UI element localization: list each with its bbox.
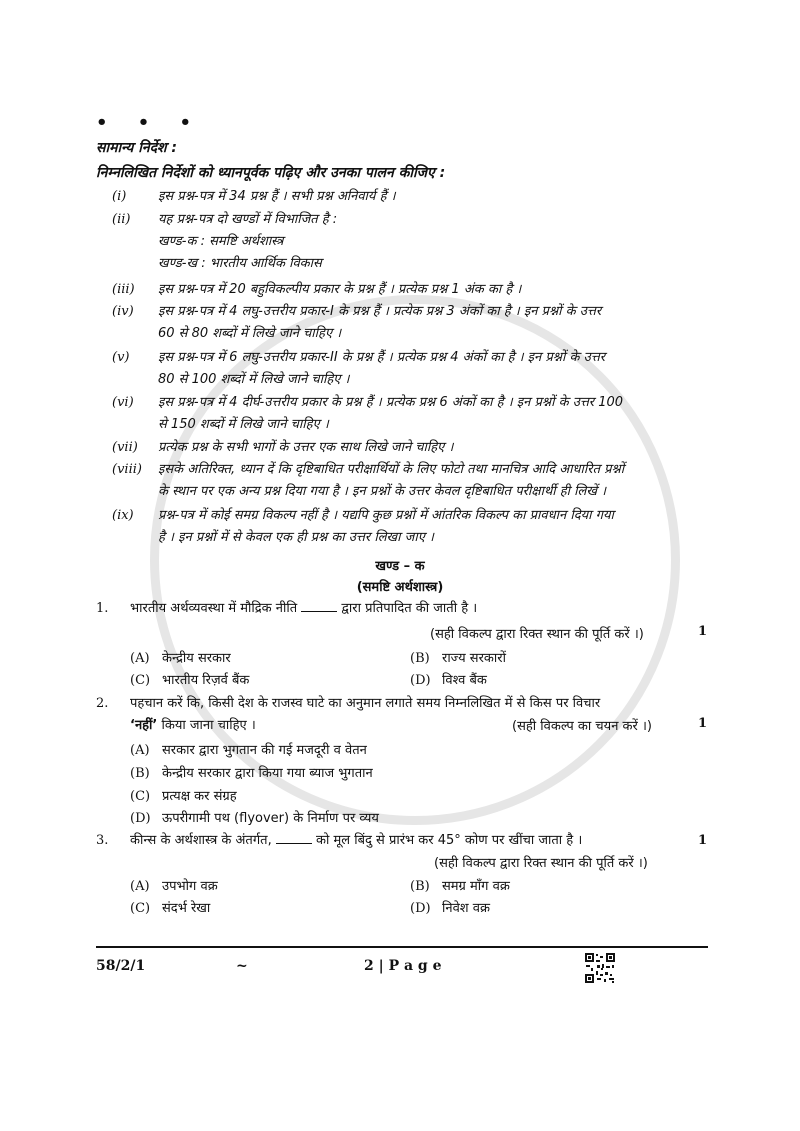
option-a	[130, 876, 218, 894]
emphasis-word: ‘नहीं’	[130, 718, 158, 733]
option-label: (A)	[130, 743, 150, 758]
option-label: (C)	[130, 789, 151, 804]
question-marks: 1	[698, 833, 708, 848]
option-a	[130, 648, 231, 666]
option-c	[130, 786, 237, 804]
instruction-number: (ii)	[112, 212, 131, 227]
option-text: भारतीय रिज़र्व बैंक	[162, 673, 250, 688]
question-number: 3.	[96, 833, 109, 848]
option-label: (B)	[130, 766, 150, 781]
question-note: (सही विकल्प द्वारा रिक्त स्थान की पूर्ति करें ।)	[434, 856, 648, 871]
option-label: (A)	[130, 879, 150, 894]
option-label: (A)	[130, 651, 150, 666]
fill-blank	[301, 599, 337, 612]
option-c	[130, 898, 210, 916]
question-text: कीन्स के अर्थशास्त्र के अंतर्गत,	[130, 833, 272, 848]
section-title: खण्ड – क	[375, 559, 425, 574]
option-text: संदर्भ रेखा	[162, 901, 211, 916]
instructions-subheading: निम्नलिखित निर्देशों को ध्यानपूर्वक पढ़िए और उनका पालन कीजिए :	[96, 165, 446, 181]
bullet-dots: • • •	[96, 112, 204, 133]
option-label: (C)	[130, 901, 151, 916]
option-b	[410, 876, 510, 894]
instruction-line: प्रत्येक प्रश्न के सभी भागों के उत्तर एक साथ लिखे जाने चाहिए ।	[158, 440, 454, 455]
option-text: केन्द्रीय सरकार द्वारा किया गया ब्याज भुगतान	[162, 766, 373, 781]
question-number: 2.	[96, 696, 109, 711]
option-text: राज्य सरकारों	[442, 651, 506, 666]
instruction-number: (vi)	[112, 395, 134, 410]
fill-blank	[276, 831, 312, 844]
option-label: (D)	[130, 811, 151, 826]
question-text: भारतीय अर्थव्यवस्था में मौद्रिक नीति	[130, 601, 298, 616]
instruction-line: खण्ड-क : समष्टि अर्थशास्त्र	[158, 234, 284, 249]
question-note: (सही विकल्प द्वारा रिक्त स्थान की पूर्ति करें ।)	[430, 627, 644, 642]
instruction-number: (iv)	[112, 304, 134, 319]
instruction-line: प्रश्न-पत्र में कोई समग्र विकल्प नहीं है । यद्यपि कुछ प्रश्नों में आंतरिक विकल्प का प्रावधान दिया गया	[158, 508, 614, 523]
option-b	[410, 648, 506, 666]
option-text: निवेश वक्र	[442, 901, 490, 916]
question-marks: 1	[698, 716, 708, 731]
footer-divider	[96, 946, 708, 948]
instruction-line: इस प्रश्न-पत्र में 6 लघु-उत्तरीय प्रकार-II के प्रश्न हैं । प्रत्येक प्रश्न 4 अंकों का है । इन प्रश्नों के उत्तर	[158, 350, 606, 365]
instruction-line: इसके अतिरिक्त, ध्यान दें कि दृष्टिबाधित परीक्षार्थियों के लिए फोटो तथा मानचित्र आदि आधारित प्रश्नों	[158, 462, 625, 477]
instruction-number: (v)	[112, 350, 130, 365]
option-d	[410, 670, 487, 688]
instruction-number: (ix)	[112, 508, 134, 523]
question-text: को मूल बिंदु से प्रारंभ कर 45° कोण पर खींचा जाता है ।	[316, 833, 583, 848]
question-text: पहचान करें कि, किसी देश के राजस्व घाटे का अनुमान लगाते समय निम्नलिखित में से किस पर विचार	[130, 696, 601, 711]
page-number: 2 | P a g e	[364, 958, 442, 974]
option-text: विश्व बैंक	[442, 673, 487, 688]
footer-tilde: ~	[236, 958, 248, 974]
option-text: केन्द्रीय सरकार	[162, 651, 231, 666]
instruction-line: से 150 शब्दों में लिखे जाने चाहिए ।	[158, 417, 329, 432]
option-text: प्रत्यक्ष कर संग्रह	[162, 789, 237, 804]
option-text: उपभोग वक्र	[162, 879, 218, 894]
section-subtitle: (समष्टि अर्थशास्त्र)	[356, 580, 444, 595]
instruction-line: 80 से 100 शब्दों में लिखे जाने चाहिए ।	[158, 372, 350, 387]
option-label: (C)	[130, 673, 151, 688]
instruction-line: इस प्रश्न-पत्र में 34 प्रश्न हैं । सभी प्रश्न अनिवार्य हैं ।	[158, 189, 396, 204]
instruction-line: खण्ड-ख : भारतीय आर्थिक विकास	[158, 256, 322, 271]
question-text: द्वारा प्रतिपादित की जाती है ।	[341, 601, 478, 616]
instruction-line: इस प्रश्न-पत्र में 4 दीर्घ-उत्तरीय प्रकार के प्रश्न हैं । प्रत्येक प्रश्न 6 अंकों का है । इन प्रश्नों के उत्तर 100	[158, 395, 624, 410]
option-a	[130, 740, 367, 758]
instruction-line: है । इन प्रश्नों में से केवल एक ही प्रश्न का उत्तर लिखा जाए ।	[158, 530, 434, 545]
option-c	[130, 670, 249, 688]
question-marks: 1	[698, 624, 708, 639]
option-text: समग्र माँग वक्र	[442, 879, 510, 894]
option-b	[130, 763, 373, 781]
question-note: (सही विकल्प का चयन करें ।)	[512, 719, 652, 734]
instruction-line: इस प्रश्न-पत्र में 20 बहुविकल्पीय प्रकार के प्रश्न हैं । प्रत्येक प्रश्न 1 अंक का है ।	[158, 282, 522, 297]
option-label: (D)	[410, 673, 431, 688]
instruction-number: (iii)	[112, 282, 135, 297]
instruction-number: (vii)	[112, 440, 138, 455]
question-number: 1.	[96, 601, 109, 616]
instruction-line: इस प्रश्न-पत्र में 4 लघु-उत्तरीय प्रकार-I के प्रश्न हैं । प्रत्येक प्रश्न 3 अंकों का है । इन प्रश्नों के उत्तर	[158, 304, 602, 319]
paper-code: 58/2/1	[96, 958, 146, 974]
option-label: (B)	[410, 651, 430, 666]
instruction-line: यह प्रश्न-पत्र दो खण्डों में विभाजित है :	[158, 212, 338, 227]
option-d	[130, 808, 379, 826]
question-text: किया जाना चाहिए ।	[161, 718, 256, 733]
instruction-number: (viii)	[112, 462, 142, 477]
instruction-number: (i)	[112, 189, 127, 204]
option-text: ऊपरीगामी पथ (flyover) के निर्माण पर व्यय	[162, 811, 379, 826]
instructions-heading: सामान्य निर्देश :	[96, 140, 178, 156]
instruction-line: के स्थान पर एक अन्य प्रश्न दिया गया है । इन प्रश्नों के उत्तर केवल दृष्टिबाधित परीक्षार्थी ही लिखें ।	[158, 484, 607, 499]
option-label: (D)	[410, 901, 431, 916]
option-label: (B)	[410, 879, 430, 894]
instruction-line: 60 से 80 शब्दों में लिखे जाने चाहिए ।	[158, 326, 342, 341]
option-text: सरकार द्वारा भुगतान की गई मजदूरी व वेतन	[162, 743, 367, 758]
option-d	[410, 898, 490, 916]
qr-code-icon	[584, 952, 616, 984]
